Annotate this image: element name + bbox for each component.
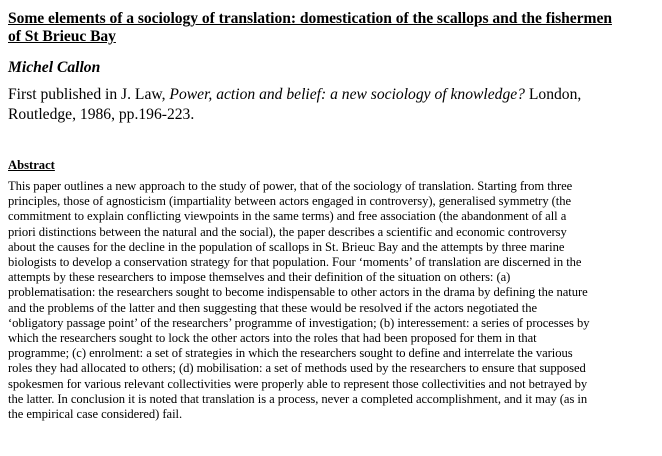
abstract-line: principles, those of agnosticism (impartiality between actors engaged in controversy), generalised symmetry (the bbox=[8, 194, 572, 209]
abstract-line: the empirical case considered) fail. bbox=[8, 407, 183, 422]
citation-suffix: London, bbox=[524, 86, 582, 103]
abstract-line: roles they had allocated to others; (d) mobilisation: a set of methods used by the researchers to ensure that supposed bbox=[8, 361, 586, 376]
abstract-line: programme; (c) enrolment: a set of strategies in which the researchers sought to define and interrelate the various bbox=[8, 346, 573, 361]
citation-book-title: Power, action and belief: a new sociology of knowledge? bbox=[169, 86, 525, 103]
abstract-line: priori distinctions between the natural and the social), the paper describes a scientific and economic controversy bbox=[8, 224, 567, 239]
citation-prefix: First published in J. Law, bbox=[8, 86, 170, 103]
paper-title bbox=[8, 10, 650, 46]
abstract-line: This paper outlines a new approach to the study of power, that of the sociology of translation. Starting from three bbox=[8, 179, 573, 193]
abstract-line: ‘obligatory passage point’ of the researchers’ programme of investigation; (b) interessement: a series of processes by bbox=[8, 315, 590, 330]
abstract-line: and the problems of the latter and then suggesting that these would be resolved if the actors negotiated the bbox=[8, 300, 537, 315]
abstract-heading: Abstract bbox=[8, 158, 55, 172]
abstract-line: which the researchers sought to lock the other actors into the roles that had been proposed for them in that bbox=[8, 331, 537, 346]
author-name: Michel Callon bbox=[8, 59, 101, 76]
abstract-line: biologists to develop a conservation strategy for that population. Four ‘moments’ of translation are discerned in the bbox=[8, 255, 582, 270]
abstract-line: commitment to explain conflicting viewpoints in the same terms) and free association (the abandonment of all a bbox=[8, 209, 567, 224]
abstract-body bbox=[8, 179, 650, 422]
abstract-line: spokesmen for various relevant collectivities were properly able to represent those collectivities and not betrayed by bbox=[8, 376, 588, 391]
publication-citation bbox=[8, 85, 628, 125]
abstract-line: attempts by these researchers to impose themselves and their definition of the situation on others: (a) bbox=[8, 270, 511, 285]
abstract-line: problematisation: the researchers sought to become indispensable to other actors in the drama by defining the nature bbox=[8, 285, 588, 300]
citation-publisher: Routledge, 1986, pp.196-223. bbox=[8, 106, 195, 123]
paper-title-line-2: of St Brieuc Bay bbox=[8, 28, 116, 45]
abstract-line: the latter. In conclusion it is noted that translation is a process, never a completed accomplishment, and it may (as in bbox=[8, 391, 588, 406]
abstract-line: about the causes for the decline in the population of scallops in St. Brieuc Bay and the attempts by three marine bbox=[8, 239, 565, 254]
document-page bbox=[8, 10, 650, 422]
paper-title-line-1: Some elements of a sociology of translation: domestication of the scallops and the fishermen bbox=[8, 10, 612, 27]
